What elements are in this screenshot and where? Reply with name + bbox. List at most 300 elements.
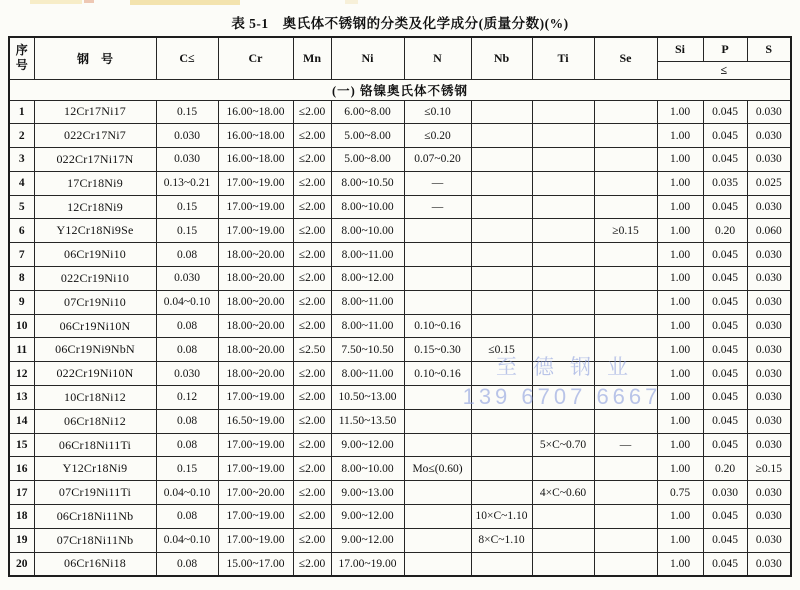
cell-no: 20 xyxy=(9,552,34,576)
cell-cr: 17.00~19.00 xyxy=(218,386,293,410)
cell-no: 8 xyxy=(9,267,34,291)
cell-nb xyxy=(471,433,532,457)
cell-ni: 9.00~12.00 xyxy=(331,528,404,552)
cell-ni: 9.00~13.00 xyxy=(331,481,404,505)
cell-p: 0.045 xyxy=(703,409,747,433)
cell-s: 0.030 xyxy=(747,195,791,219)
cell-si: 1.00 xyxy=(657,386,703,410)
cell-cr: 17.00~19.00 xyxy=(218,195,293,219)
cell-grade: 06Cr18Ni12 xyxy=(34,409,156,433)
cell-grade: 06Cr16Ni18 xyxy=(34,552,156,576)
cell-n xyxy=(404,481,471,505)
cell-nb xyxy=(471,148,532,172)
cell-grade: 022Cr19Ni10 xyxy=(34,267,156,291)
cell-p: 0.045 xyxy=(703,386,747,410)
cell-no: 5 xyxy=(9,195,34,219)
cell-mn: ≤2.00 xyxy=(293,481,331,505)
cell-n xyxy=(404,505,471,529)
cell-s: 0.030 xyxy=(747,267,791,291)
cell-ni: 6.00~8.00 xyxy=(331,100,404,124)
table-row xyxy=(9,409,791,433)
col-header-ni: Ni xyxy=(331,37,404,79)
cell-nb xyxy=(471,267,532,291)
cell-cr: 16.50~19.00 xyxy=(218,409,293,433)
cell-c: 0.030 xyxy=(156,124,218,148)
cell-s: 0.030 xyxy=(747,243,791,267)
cell-s: 0.025 xyxy=(747,171,791,195)
cell-p: 0.045 xyxy=(703,243,747,267)
cell-ni: 8.00~11.00 xyxy=(331,362,404,386)
cell-c: 0.15 xyxy=(156,100,218,124)
cell-p: 0.045 xyxy=(703,195,747,219)
cell-grade: 12Cr18Ni9 xyxy=(34,195,156,219)
col-header-grade: 钢 号 xyxy=(34,37,156,79)
cell-grade: 10Cr18Ni12 xyxy=(34,386,156,410)
cell-ti xyxy=(532,505,594,529)
cell-ti xyxy=(532,100,594,124)
cell-c: 0.15 xyxy=(156,195,218,219)
cell-no: 12 xyxy=(9,362,34,386)
cell-cr: 18.00~20.00 xyxy=(218,338,293,362)
cell-no: 2 xyxy=(9,124,34,148)
cell-cr: 18.00~20.00 xyxy=(218,267,293,291)
cell-nb: 8×C~1.10 xyxy=(471,528,532,552)
cell-n: 0.15~0.30 xyxy=(404,338,471,362)
cell-se xyxy=(594,314,657,338)
cell-nb xyxy=(471,481,532,505)
cell-grade: 022Cr17Ni17N xyxy=(34,148,156,172)
cell-ni: 8.00~11.00 xyxy=(331,314,404,338)
cell-n: — xyxy=(404,171,471,195)
highlight-mark xyxy=(345,0,358,4)
cell-s: 0.030 xyxy=(747,433,791,457)
cell-si: 1.00 xyxy=(657,314,703,338)
highlight-mark xyxy=(130,0,240,5)
cell-cr: 17.00~19.00 xyxy=(218,433,293,457)
cell-c: 0.030 xyxy=(156,267,218,291)
cell-n xyxy=(404,290,471,314)
cell-grade: 17Cr18Ni9 xyxy=(34,171,156,195)
col-header-mn: Mn xyxy=(293,37,331,79)
cell-ti xyxy=(532,148,594,172)
cell-grade: Y12Cr18Ni9Se xyxy=(34,219,156,243)
cell-no: 6 xyxy=(9,219,34,243)
table-row xyxy=(9,171,791,195)
table-row xyxy=(9,338,791,362)
cell-mn: ≤2.00 xyxy=(293,362,331,386)
cell-nb xyxy=(471,100,532,124)
table-row xyxy=(9,100,791,124)
col-header-ti: Ti xyxy=(532,37,594,79)
cell-ni: 8.00~12.00 xyxy=(331,267,404,291)
cell-grade: 06Cr19Ni10 xyxy=(34,243,156,267)
cell-grade: 07Cr19Ni10 xyxy=(34,290,156,314)
cell-ni: 17.00~19.00 xyxy=(331,552,404,576)
table-row xyxy=(9,552,791,576)
cell-cr: 16.00~18.00 xyxy=(218,124,293,148)
cell-si: 1.00 xyxy=(657,505,703,529)
cell-c: 0.08 xyxy=(156,433,218,457)
cell-se xyxy=(594,481,657,505)
cell-si: 1.00 xyxy=(657,362,703,386)
cell-si: 1.00 xyxy=(657,267,703,291)
cell-ni: 8.00~10.00 xyxy=(331,195,404,219)
cell-c: 0.08 xyxy=(156,338,218,362)
cell-n: 0.10~0.16 xyxy=(404,362,471,386)
cell-si: 1.00 xyxy=(657,290,703,314)
cell-cr: 17.00~19.00 xyxy=(218,505,293,529)
cell-cr: 18.00~20.00 xyxy=(218,362,293,386)
table-row xyxy=(9,148,791,172)
table-row xyxy=(9,386,791,410)
cell-cr: 16.00~18.00 xyxy=(218,100,293,124)
table-row xyxy=(9,314,791,338)
col-header-n: N xyxy=(404,37,471,79)
cell-ti xyxy=(532,409,594,433)
cell-grade: 022Cr17Ni7 xyxy=(34,124,156,148)
cell-p: 0.030 xyxy=(703,481,747,505)
cell-ni: 5.00~8.00 xyxy=(331,148,404,172)
cell-si: 1.00 xyxy=(657,243,703,267)
cell-n xyxy=(404,219,471,243)
cell-s: 0.030 xyxy=(747,338,791,362)
table-row xyxy=(9,124,791,148)
cell-ni: 11.50~13.50 xyxy=(331,409,404,433)
cell-s: 0.030 xyxy=(747,314,791,338)
cell-s: 0.030 xyxy=(747,552,791,576)
cell-no: 10 xyxy=(9,314,34,338)
cell-grade: 12Cr17Ni17 xyxy=(34,100,156,124)
cell-se xyxy=(594,457,657,481)
cell-c: 0.15 xyxy=(156,457,218,481)
table-row xyxy=(9,505,791,529)
cell-ti xyxy=(532,457,594,481)
cell-no: 13 xyxy=(9,386,34,410)
cell-p: 0.20 xyxy=(703,219,747,243)
table-row xyxy=(9,362,791,386)
cell-s: 0.030 xyxy=(747,148,791,172)
cell-grade: 07Cr19Ni11Ti xyxy=(34,481,156,505)
cell-s: 0.060 xyxy=(747,219,791,243)
cell-n xyxy=(404,386,471,410)
section-row xyxy=(9,79,791,100)
cell-si: 1.00 xyxy=(657,457,703,481)
cell-se xyxy=(594,409,657,433)
cell-no: 1 xyxy=(9,100,34,124)
cell-n: ≤0.20 xyxy=(404,124,471,148)
cell-cr: 16.00~18.00 xyxy=(218,148,293,172)
col-header-se: Se xyxy=(594,37,657,79)
cell-mn: ≤2.00 xyxy=(293,433,331,457)
cell-ti xyxy=(532,386,594,410)
cell-se: ≥0.15 xyxy=(594,219,657,243)
cell-p: 0.045 xyxy=(703,338,747,362)
cell-se xyxy=(594,552,657,576)
cell-ti xyxy=(532,552,594,576)
cell-ni: 5.00~8.00 xyxy=(331,124,404,148)
cell-se xyxy=(594,243,657,267)
cell-p: 0.20 xyxy=(703,457,747,481)
cell-se xyxy=(594,100,657,124)
cell-mn: ≤2.00 xyxy=(293,386,331,410)
cell-s: 0.030 xyxy=(747,290,791,314)
cell-si: 0.75 xyxy=(657,481,703,505)
table-row xyxy=(9,267,791,291)
cell-mn: ≤2.00 xyxy=(293,171,331,195)
cell-s: 0.030 xyxy=(747,386,791,410)
cell-s: 0.030 xyxy=(747,528,791,552)
cell-c: 0.08 xyxy=(156,243,218,267)
cell-cr: 17.00~19.00 xyxy=(218,171,293,195)
cell-se xyxy=(594,290,657,314)
cell-ti xyxy=(532,290,594,314)
cell-n: — xyxy=(404,195,471,219)
cell-ti xyxy=(532,219,594,243)
cell-grade: 06Cr19Ni10N xyxy=(34,314,156,338)
cell-n xyxy=(404,243,471,267)
cell-nb xyxy=(471,457,532,481)
cell-cr: 17.00~19.00 xyxy=(218,219,293,243)
cell-ni: 10.50~13.00 xyxy=(331,386,404,410)
cell-si: 1.00 xyxy=(657,195,703,219)
cell-ti xyxy=(532,124,594,148)
cell-p: 0.045 xyxy=(703,314,747,338)
cell-cr: 17.00~20.00 xyxy=(218,481,293,505)
cell-n: 0.07~0.20 xyxy=(404,148,471,172)
cell-c: 0.13~0.21 xyxy=(156,171,218,195)
cell-p: 0.045 xyxy=(703,100,747,124)
cell-n xyxy=(404,409,471,433)
cell-c: 0.08 xyxy=(156,314,218,338)
cell-nb xyxy=(471,362,532,386)
cell-ti xyxy=(532,195,594,219)
cell-c: 0.15 xyxy=(156,219,218,243)
cell-mn: ≤2.00 xyxy=(293,314,331,338)
cell-ni: 8.00~10.00 xyxy=(331,219,404,243)
cell-ni: 8.00~10.50 xyxy=(331,171,404,195)
cell-mn: ≤2.00 xyxy=(293,505,331,529)
watermark-company: 至德钢业 xyxy=(496,356,644,379)
col-header-s: S xyxy=(747,37,791,61)
cell-c: 0.04~0.10 xyxy=(156,290,218,314)
cell-n xyxy=(404,528,471,552)
cell-nb xyxy=(471,243,532,267)
cell-n: 0.10~0.16 xyxy=(404,314,471,338)
cell-p: 0.045 xyxy=(703,290,747,314)
table-row xyxy=(9,481,791,505)
cell-si: 1.00 xyxy=(657,124,703,148)
cell-n: ≤0.10 xyxy=(404,100,471,124)
cell-no: 14 xyxy=(9,409,34,433)
cell-ti: 5×C~0.70 xyxy=(532,433,594,457)
cell-no: 18 xyxy=(9,505,34,529)
cell-no: 9 xyxy=(9,290,34,314)
cell-nb xyxy=(471,409,532,433)
cell-cr: 18.00~20.00 xyxy=(218,243,293,267)
cell-si: 1.00 xyxy=(657,219,703,243)
cell-nb xyxy=(471,124,532,148)
cell-p: 0.045 xyxy=(703,552,747,576)
cell-ti xyxy=(532,528,594,552)
cell-grade: 06Cr19Ni9NbN xyxy=(34,338,156,362)
cell-ti xyxy=(532,362,594,386)
cell-si: 1.00 xyxy=(657,171,703,195)
cell-no: 16 xyxy=(9,457,34,481)
cell-se xyxy=(594,338,657,362)
cell-ti xyxy=(532,171,594,195)
cell-c: 0.12 xyxy=(156,386,218,410)
cell-s: 0.030 xyxy=(747,409,791,433)
cell-c: 0.08 xyxy=(156,505,218,529)
cell-si: 1.00 xyxy=(657,148,703,172)
cell-p: 0.045 xyxy=(703,362,747,386)
col-header-cr: Cr xyxy=(218,37,293,79)
cell-si: 1.00 xyxy=(657,552,703,576)
cell-mn: ≤2.00 xyxy=(293,552,331,576)
cell-grade: 06Cr18Ni11Ti xyxy=(34,433,156,457)
cell-no: 3 xyxy=(9,148,34,172)
cell-p: 0.045 xyxy=(703,433,747,457)
cell-nb xyxy=(471,171,532,195)
cell-mn: ≤2.00 xyxy=(293,124,331,148)
cell-si: 1.00 xyxy=(657,100,703,124)
highlight-mark xyxy=(30,0,82,4)
col-header-no: 序号 xyxy=(9,37,34,79)
cell-ti xyxy=(532,267,594,291)
cell-si: 1.00 xyxy=(657,338,703,362)
cell-mn: ≤2.00 xyxy=(293,528,331,552)
cell-p: 0.045 xyxy=(703,267,747,291)
cell-se xyxy=(594,362,657,386)
table-row xyxy=(9,290,791,314)
col-header-p: P xyxy=(703,37,747,61)
cell-s: 0.030 xyxy=(747,100,791,124)
cell-cr: 18.00~20.00 xyxy=(218,290,293,314)
cell-grade: 022Cr19Ni10N xyxy=(34,362,156,386)
cell-c: 0.04~0.10 xyxy=(156,528,218,552)
cell-s: 0.030 xyxy=(747,505,791,529)
cell-mn: ≤2.50 xyxy=(293,338,331,362)
cell-p: 0.045 xyxy=(703,148,747,172)
cell-ti xyxy=(532,338,594,362)
cell-c: 0.08 xyxy=(156,552,218,576)
cell-grade: Y12Cr18Ni9 xyxy=(34,457,156,481)
table-body xyxy=(9,79,791,576)
cell-se xyxy=(594,386,657,410)
cell-ti: 4×C~0.60 xyxy=(532,481,594,505)
cell-p: 0.035 xyxy=(703,171,747,195)
col-header-c: C≤ xyxy=(156,37,218,79)
cell-s: 0.030 xyxy=(747,124,791,148)
cell-mn: ≤2.00 xyxy=(293,409,331,433)
cell-ni: 8.00~11.00 xyxy=(331,290,404,314)
section-header: (一) 铬镍奥氏体不锈钢 xyxy=(9,79,791,100)
cell-ti xyxy=(532,243,594,267)
cell-mn: ≤2.00 xyxy=(293,457,331,481)
cell-se xyxy=(594,148,657,172)
table-title: 表 5-1 奥氏体不锈钢的分类及化学成分(质量分数)(%) xyxy=(231,16,569,31)
cell-s: 0.030 xyxy=(747,481,791,505)
cell-se xyxy=(594,124,657,148)
cell-no: 11 xyxy=(9,338,34,362)
cell-s: ≥0.15 xyxy=(747,457,791,481)
table-row xyxy=(9,195,791,219)
composition-table xyxy=(8,36,792,577)
cell-n xyxy=(404,267,471,291)
cell-grade: 07Cr18Ni11Nb xyxy=(34,528,156,552)
cell-c: 0.030 xyxy=(156,362,218,386)
cell-cr: 18.00~20.00 xyxy=(218,314,293,338)
cell-c: 0.04~0.10 xyxy=(156,481,218,505)
watermark-phone: 139 6707 6667 xyxy=(462,384,662,410)
cell-n: Mo≤(0.60) xyxy=(404,457,471,481)
cell-no: 7 xyxy=(9,243,34,267)
cell-ni: 7.50~10.50 xyxy=(331,338,404,362)
cell-nb xyxy=(471,219,532,243)
cell-nb xyxy=(471,552,532,576)
table-row xyxy=(9,243,791,267)
cell-si: 1.00 xyxy=(657,433,703,457)
cell-no: 17 xyxy=(9,481,34,505)
cell-p: 0.045 xyxy=(703,528,747,552)
cell-cr: 17.00~19.00 xyxy=(218,457,293,481)
cell-nb xyxy=(471,290,532,314)
composition-table-container xyxy=(8,36,792,577)
cell-n xyxy=(404,552,471,576)
cell-se xyxy=(594,195,657,219)
cell-se xyxy=(594,267,657,291)
table-header xyxy=(9,37,791,79)
cell-nb xyxy=(471,195,532,219)
cell-cr: 15.00~17.00 xyxy=(218,552,293,576)
col-header-nb: Nb xyxy=(471,37,532,79)
cell-ti xyxy=(532,314,594,338)
cell-ni: 9.00~12.00 xyxy=(331,433,404,457)
cell-c: 0.030 xyxy=(156,148,218,172)
cell-no: 19 xyxy=(9,528,34,552)
cell-nb xyxy=(471,314,532,338)
cell-c: 0.08 xyxy=(156,409,218,433)
col-subheader-max-limit: ≤ xyxy=(657,61,791,79)
cell-se xyxy=(594,171,657,195)
cell-mn: ≤2.00 xyxy=(293,243,331,267)
cell-se: — xyxy=(594,433,657,457)
cell-nb xyxy=(471,386,532,410)
cell-mn: ≤2.00 xyxy=(293,100,331,124)
cell-p: 0.045 xyxy=(703,124,747,148)
cell-s: 0.030 xyxy=(747,362,791,386)
cell-p: 0.045 xyxy=(703,505,747,529)
cell-mn: ≤2.00 xyxy=(293,219,331,243)
cell-nb: ≤0.15 xyxy=(471,338,532,362)
col-header-si: Si xyxy=(657,37,703,61)
cell-cr: 17.00~19.00 xyxy=(218,528,293,552)
cell-ni: 9.00~12.00 xyxy=(331,505,404,529)
cell-no: 4 xyxy=(9,171,34,195)
cell-se xyxy=(594,528,657,552)
table-row xyxy=(9,219,791,243)
cell-grade: 06Cr18Ni11Nb xyxy=(34,505,156,529)
cell-ni: 8.00~11.00 xyxy=(331,243,404,267)
cell-mn: ≤2.00 xyxy=(293,148,331,172)
cell-mn: ≤2.00 xyxy=(293,290,331,314)
cell-mn: ≤2.00 xyxy=(293,195,331,219)
cell-n xyxy=(404,433,471,457)
highlight-mark xyxy=(84,0,94,3)
table-row xyxy=(9,433,791,457)
cell-si: 1.00 xyxy=(657,528,703,552)
cell-nb: 10×C~1.10 xyxy=(471,505,532,529)
